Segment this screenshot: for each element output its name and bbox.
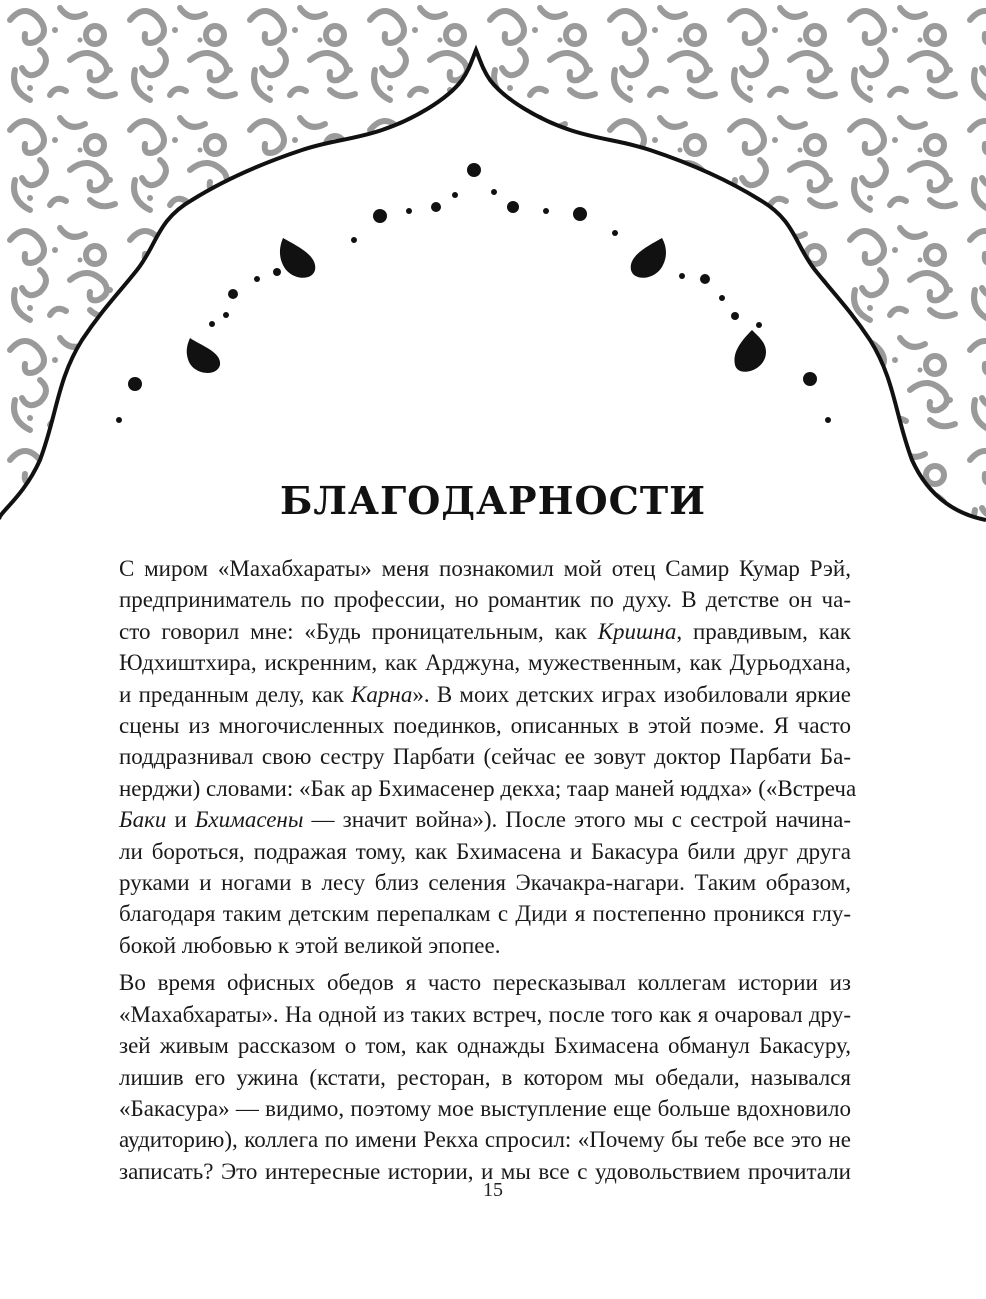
text-line [119, 679, 851, 710]
text-fragment: и [166, 807, 195, 833]
text-fragment: , правдивым, как [676, 618, 851, 644]
text-line: бокой любовью к этой великой эпопее. [119, 932, 501, 958]
italic-name: Бхимасены [194, 807, 304, 833]
text-fragment: — значит война»). После этого мы с сестрой начина- [303, 807, 851, 833]
text-line: Юдхиштхира, искренним, как Арджуна, мужественным, как Дурьодхана, [119, 650, 851, 676]
text-line: сцены из многочисленных поединков, описанных в этой поэме. Я часто [119, 713, 851, 739]
text-line: аудиторию), коллега по имени Рекха спросил: «Почему бы тебе все это не [119, 1127, 851, 1153]
text-fragment: сто говорил мне: «Будь проницательным, как [119, 618, 598, 644]
text-line: зей живым рассказом о том, как однажды Бхимасена обманул Бакасуру, [119, 1033, 851, 1059]
italic-name: Карна [351, 681, 413, 707]
text-line: руками и ногами в лесу близ селения Экачакра-нагари. Таким образом, [119, 870, 851, 896]
text-line: Во время офисных обедов я часто пересказывал коллегам истории из [119, 970, 851, 996]
text-line: нерджи) словами: «Бак ар Бхимасенер декха; таар маней юддха» («Встреча [119, 775, 857, 801]
chapter-title: БЛАГОДАРНОСТИ [279, 478, 707, 523]
text-line: предприниматель по профессии, но романтик по духу. В детстве он ча- [119, 587, 851, 613]
text-fragment: и преданным делу, как [119, 681, 352, 707]
ornamental-header [0, 0, 986, 540]
page-number: 15 [483, 1179, 503, 1201]
text-line: «Бакасура» — видимо, поэтому мое выступление еще больше вдохновило [119, 1095, 851, 1121]
italic-name: Баки [119, 807, 167, 833]
text-line: поддразнивал свою сестру Парбати (сейчас ее зовут доктор Парбати Ба- [119, 744, 851, 770]
text-line [119, 804, 851, 835]
italic-name: Кришна [597, 618, 677, 644]
body-text [119, 553, 857, 1187]
text-line: «Махабхараты». На одной из таких встреч, после того как я очаровал дру- [119, 1001, 851, 1027]
text-line: лишив его ужина (кстати, ресторан, в котором мы обедали, назывался [119, 1064, 851, 1090]
text-line: записать? Это интересные истории, и мы все с удовольствием прочитали [119, 1158, 851, 1184]
text-fragment: ». В моих детских играх изобиловали яркие [412, 681, 851, 707]
text-line: благодаря таким детским перепалкам с Диди я постепенно проникся глу- [119, 901, 851, 927]
text-line: ли бороться, подражая тому, как Бхимасена и Бакасура били друг друга [119, 838, 851, 864]
paragraph [119, 553, 857, 961]
paragraph [119, 967, 851, 1187]
text-line [119, 616, 851, 647]
text-line: С миром «Махабхараты» меня познакомил мой отец Самир Кумар Рэй, [119, 556, 851, 581]
